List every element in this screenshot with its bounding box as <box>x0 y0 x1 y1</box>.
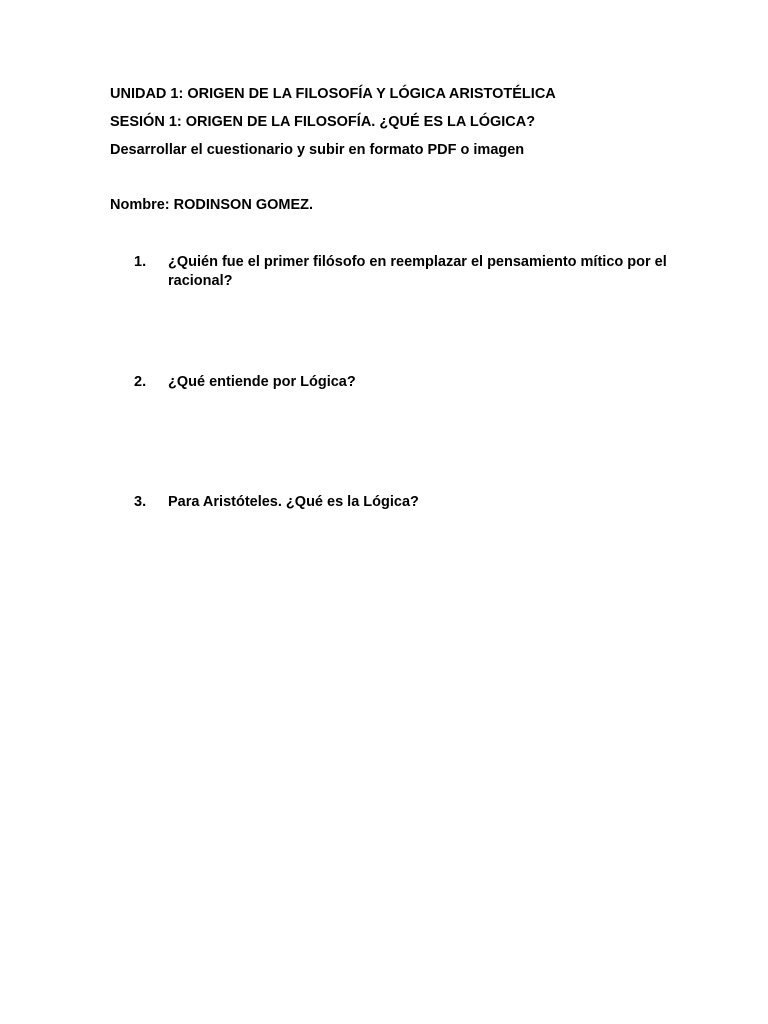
unit-title: UNIDAD 1: ORIGEN DE LA FILOSOFÍA Y LÓGICA ARISTOTÉLICA <box>110 86 556 102</box>
question-3-text: Para Aristóteles. ¿Qué es la Lógica? <box>168 494 419 510</box>
question-3-number: 3. <box>134 494 147 510</box>
question-2-text: ¿Qué entiende por Lógica? <box>168 374 356 390</box>
question-2 <box>134 373 694 392</box>
session-title: SESIÓN 1: ORIGEN DE LA FILOSOFÍA. ¿QUÉ ES LA LÓGICA? <box>110 114 536 130</box>
question-1 <box>134 253 694 291</box>
question-2-number: 2. <box>134 374 147 390</box>
question-3 <box>134 493 694 512</box>
student-name-line: Nombre: RODINSON GOMEZ. <box>110 197 314 213</box>
instructions-text: Desarrollar el cuestionario y subir en formato PDF o imagen <box>110 142 525 158</box>
question-1-text: ¿Quién fue el primer filósofo en reemplazar el pensamiento mítico por el racional? <box>168 254 667 289</box>
question-1-number: 1. <box>134 254 147 270</box>
